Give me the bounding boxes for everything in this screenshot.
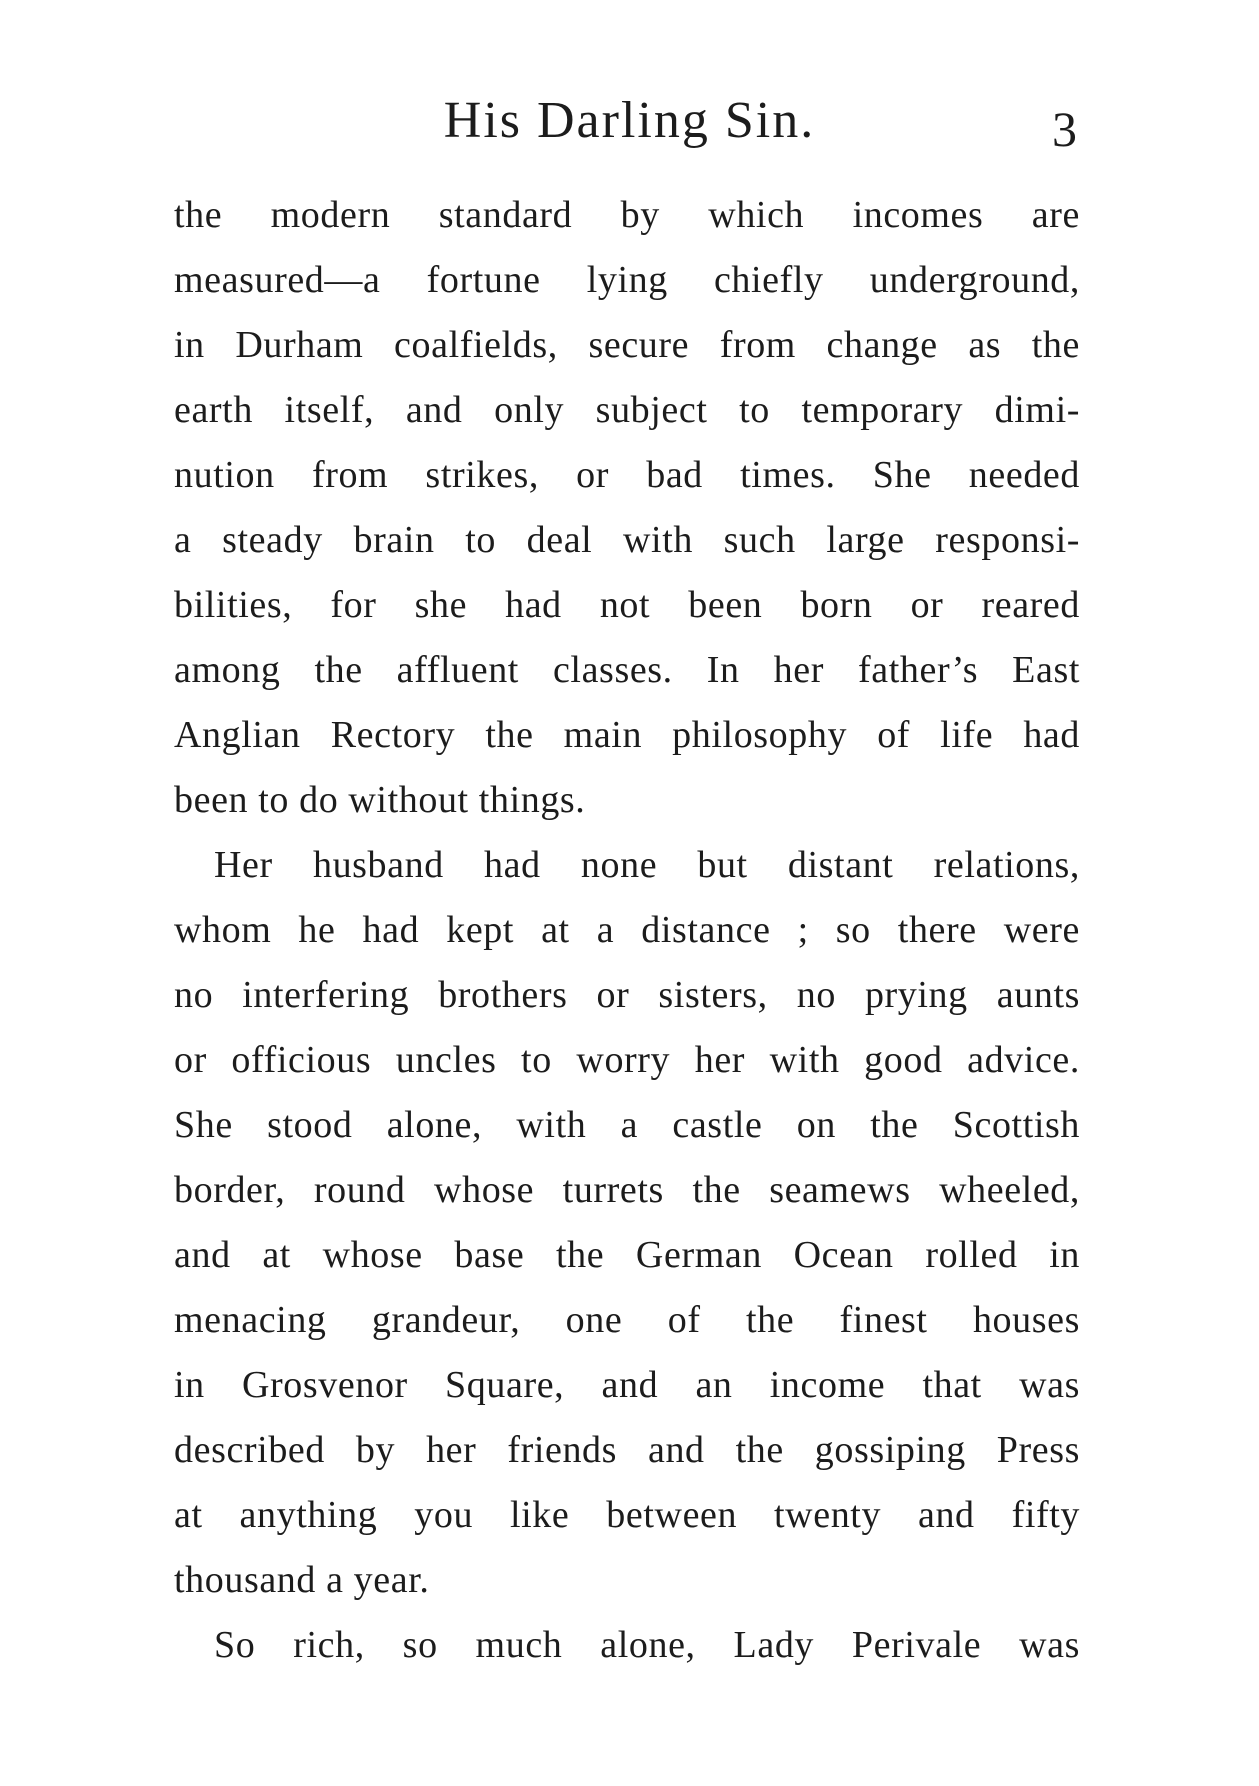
text-line: menacing grandeur, one of the finest houses xyxy=(174,1299,1080,1341)
body-text xyxy=(174,183,1080,1678)
text-line: So rich, so much alone, Lady Perivale was xyxy=(214,1624,1080,1666)
text-line: earth itself, and only subject to temporary dimi- xyxy=(174,389,1080,431)
text-line: whom he had kept at a distance ; so there were xyxy=(174,909,1080,951)
text-line: no interfering brothers or sisters, no prying aunts xyxy=(174,974,1080,1016)
text-line: She stood alone, with a castle on the Scottish xyxy=(174,1104,1080,1146)
text-line: nution from strikes, or bad times. She needed xyxy=(174,454,1080,496)
text-line: in Grosvenor Square, and an income that was xyxy=(174,1364,1080,1406)
text-line: at anything you like between twenty and fifty xyxy=(174,1494,1080,1536)
text-line: Anglian Rectory the main philosophy of life had xyxy=(174,714,1080,756)
text-line: Her husband had none but distant relations, xyxy=(214,844,1080,886)
text-line: measured—a fortune lying chiefly underground, xyxy=(174,259,1080,301)
text-line: a steady brain to deal with such large responsi- xyxy=(174,519,1080,561)
running-head xyxy=(0,86,1259,156)
text-line: bilities, for she had not been born or reared xyxy=(174,584,1080,626)
text-line: in Durham coalfields, secure from change as the xyxy=(174,324,1080,366)
page-number: 3 xyxy=(1052,101,1077,157)
text-line: described by her friends and the gossiping Press xyxy=(174,1429,1080,1471)
text-line: thousand a year. xyxy=(174,1559,430,1601)
text-line: been to do without things. xyxy=(174,779,586,821)
text-line: border, round whose turrets the seamews wheeled, xyxy=(174,1169,1080,1211)
running-title: His Darling Sin. xyxy=(443,92,816,149)
text-line: and at whose base the German Ocean rolled in xyxy=(174,1234,1080,1276)
text-line: the modern standard by which incomes are xyxy=(174,194,1080,236)
text-line: or officious uncles to worry her with good advice. xyxy=(174,1039,1080,1081)
text-line: among the affluent classes. In her father’s East xyxy=(174,649,1080,691)
